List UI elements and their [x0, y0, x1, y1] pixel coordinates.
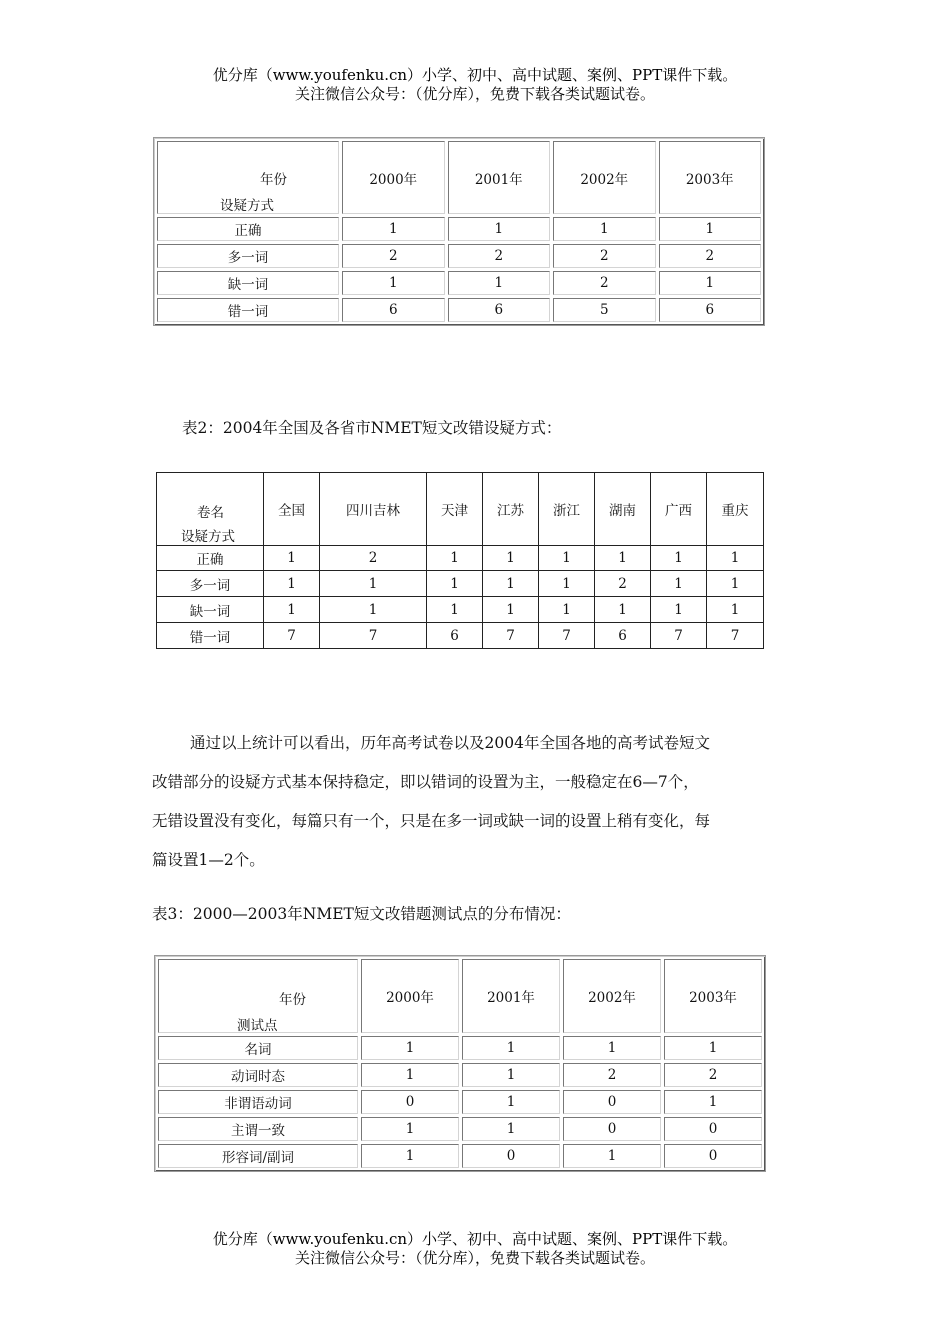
table-row	[157, 546, 764, 571]
table-cell: 1	[264, 546, 320, 571]
row-label: 动词时态	[158, 1063, 358, 1087]
paragraph-line: 篇设置1—2个。	[152, 851, 265, 869]
table-cell: 7	[651, 623, 707, 649]
table-row	[157, 217, 761, 241]
table-cell: 0	[563, 1090, 661, 1114]
paragraph-line: 通过以上统计可以看出，历年高考试卷以及2004年全国各地的高考试卷短文	[190, 734, 710, 752]
table-cell: 1	[707, 597, 764, 623]
table-row	[157, 597, 764, 623]
table-cell: 1	[448, 217, 551, 241]
table-row	[157, 623, 764, 649]
table-cell: 1	[462, 1063, 560, 1087]
table-row	[158, 1090, 762, 1114]
table-cell: 2	[553, 271, 656, 295]
table-cell: 1	[595, 546, 651, 571]
table-row	[157, 298, 761, 322]
table-row	[158, 1144, 762, 1168]
table-1-col-header: 2002年	[553, 141, 656, 214]
table-cell: 7	[483, 623, 539, 649]
table-cell: 7	[707, 623, 764, 649]
table-cell: 0	[361, 1090, 459, 1114]
table-cell: 2	[664, 1063, 762, 1087]
table-cell: 1	[427, 571, 483, 597]
row-label: 缺一词	[157, 271, 339, 295]
row-label: 主谓一致	[158, 1117, 358, 1141]
table-1-corner-bottom: 设疑方式	[220, 198, 274, 214]
paragraph-line: 无错设置没有变化，每篇只有一个，只是在多一词或缺一词的设置上稍有变化，每	[152, 812, 711, 830]
table-cell: 1	[651, 546, 707, 571]
table-cell: 1	[651, 597, 707, 623]
table-cell: 0	[664, 1144, 762, 1168]
table-2-caption: 表2：2004年全国及各省市NMET短文改错设疑方式：	[182, 419, 562, 437]
table-row	[157, 244, 761, 268]
page-header	[0, 66, 950, 104]
row-label: 多一词	[157, 571, 264, 597]
table-1-corner	[157, 141, 339, 214]
row-label: 缺一词	[157, 597, 264, 623]
table-2-corner-bottom: 设疑方式	[181, 529, 235, 545]
table-cell: 1	[563, 1144, 661, 1168]
table-cell: 2	[595, 571, 651, 597]
table-cell: 2	[563, 1063, 661, 1087]
table-cell: 1	[361, 1117, 459, 1141]
table-2-col-header: 湖南	[595, 473, 651, 546]
table-3-caption: 表3：2000—2003年NMET短文改错题测试点的分布情况：	[152, 905, 571, 923]
table-3-col-header: 2002年	[563, 959, 661, 1033]
table-1-col-header: 2003年	[659, 141, 762, 214]
table-row	[158, 1117, 762, 1141]
table-2-col-header: 天津	[427, 473, 483, 546]
table-1-col-header: 2000年	[342, 141, 445, 214]
table-row	[158, 1063, 762, 1087]
table-cell: 0	[462, 1144, 560, 1168]
table-cell: 0	[563, 1117, 661, 1141]
footer-line-2: 关注微信公众号：（优分库），免费下载各类试题试卷。	[294, 1249, 655, 1267]
table-cell: 1	[595, 597, 651, 623]
row-label: 形容词/副词	[158, 1144, 358, 1168]
table-cell: 7	[264, 623, 320, 649]
table-cell: 5	[553, 298, 656, 322]
table-cell: 6	[342, 298, 445, 322]
table-cell: 1	[264, 571, 320, 597]
table-3-col-header: 2003年	[664, 959, 762, 1033]
table-cell: 1	[659, 271, 762, 295]
table-3-corner-top: 年份	[279, 992, 306, 1008]
table-cell: 1	[264, 597, 320, 623]
table-cell: 2	[320, 546, 427, 571]
table-cell: 1	[342, 271, 445, 295]
table-1-col-header: 2001年	[448, 141, 551, 214]
table-1	[153, 137, 765, 326]
table-2-col-header: 四川吉林	[320, 473, 427, 546]
table-cell: 1	[664, 1090, 762, 1114]
table-cell: 2	[342, 244, 445, 268]
row-label: 正确	[157, 217, 339, 241]
table-cell: 1	[361, 1036, 459, 1060]
page-footer	[0, 1230, 950, 1268]
table-cell: 6	[595, 623, 651, 649]
table-cell: 6	[659, 298, 762, 322]
table-cell: 1	[361, 1144, 459, 1168]
table-cell: 1	[563, 1036, 661, 1060]
table-row	[157, 271, 761, 295]
table-cell: 1	[483, 597, 539, 623]
table-cell: 1	[707, 571, 764, 597]
table-cell: 1	[361, 1063, 459, 1087]
table-cell: 1	[320, 597, 427, 623]
table-2-col-header: 浙江	[539, 473, 595, 546]
table-cell: 0	[664, 1117, 762, 1141]
table-cell: 7	[320, 623, 427, 649]
table-cell: 1	[707, 546, 764, 571]
table-1-corner-top: 年份	[260, 172, 287, 188]
table-cell: 1	[462, 1036, 560, 1060]
table-row	[157, 571, 764, 597]
table-3-corner	[158, 959, 358, 1033]
table-cell: 1	[539, 571, 595, 597]
body-paragraph	[152, 724, 792, 880]
table-2-col-header: 广西	[651, 473, 707, 546]
table-3-col-header: 2000年	[361, 959, 459, 1033]
paragraph-line: 改错部分的设疑方式基本保持稳定，即以错词的设置为主，一般稳定在6—7个，	[152, 773, 699, 791]
table-2-corner-top: 卷名	[197, 505, 224, 521]
table-cell: 1	[539, 546, 595, 571]
table-2	[156, 472, 764, 649]
table-cell: 1	[483, 571, 539, 597]
table-cell: 1	[342, 217, 445, 241]
header-line-2: 关注微信公众号：（优分库），免费下载各类试题试卷。	[294, 85, 655, 103]
table-cell: 1	[462, 1090, 560, 1114]
table-cell: 1	[483, 546, 539, 571]
table-cell: 1	[651, 571, 707, 597]
table-3-corner-bottom: 测试点	[237, 1018, 278, 1034]
footer-line-1: 优分库（www.youfenku.cn）小学、初中、高中试题、案例、PPT课件下载。	[212, 1230, 738, 1248]
table-2-col-header: 重庆	[707, 473, 764, 546]
table-cell: 2	[553, 244, 656, 268]
row-label: 错一词	[157, 623, 264, 649]
table-cell: 1	[462, 1117, 560, 1141]
table-3	[154, 955, 766, 1172]
table-cell: 2	[448, 244, 551, 268]
table-row	[158, 1036, 762, 1060]
table-cell: 1	[427, 546, 483, 571]
table-cell: 7	[539, 623, 595, 649]
row-label: 正确	[157, 546, 264, 571]
table-2-col-header: 江苏	[483, 473, 539, 546]
table-cell: 1	[539, 597, 595, 623]
table-cell: 1	[664, 1036, 762, 1060]
table-cell: 2	[659, 244, 762, 268]
row-label: 错一词	[157, 298, 339, 322]
table-2-col-header: 全国	[264, 473, 320, 546]
table-cell: 1	[320, 571, 427, 597]
header-line-1: 优分库（www.youfenku.cn）小学、初中、高中试题、案例、PPT课件下载。	[212, 66, 738, 84]
table-cell: 6	[448, 298, 551, 322]
table-cell: 1	[659, 217, 762, 241]
table-3-col-header: 2001年	[462, 959, 560, 1033]
table-cell: 1	[448, 271, 551, 295]
table-2-corner	[157, 473, 264, 546]
table-cell: 6	[427, 623, 483, 649]
row-label: 多一词	[157, 244, 339, 268]
row-label: 非谓语动词	[158, 1090, 358, 1114]
table-cell: 1	[427, 597, 483, 623]
row-label: 名词	[158, 1036, 358, 1060]
table-cell: 1	[553, 217, 656, 241]
